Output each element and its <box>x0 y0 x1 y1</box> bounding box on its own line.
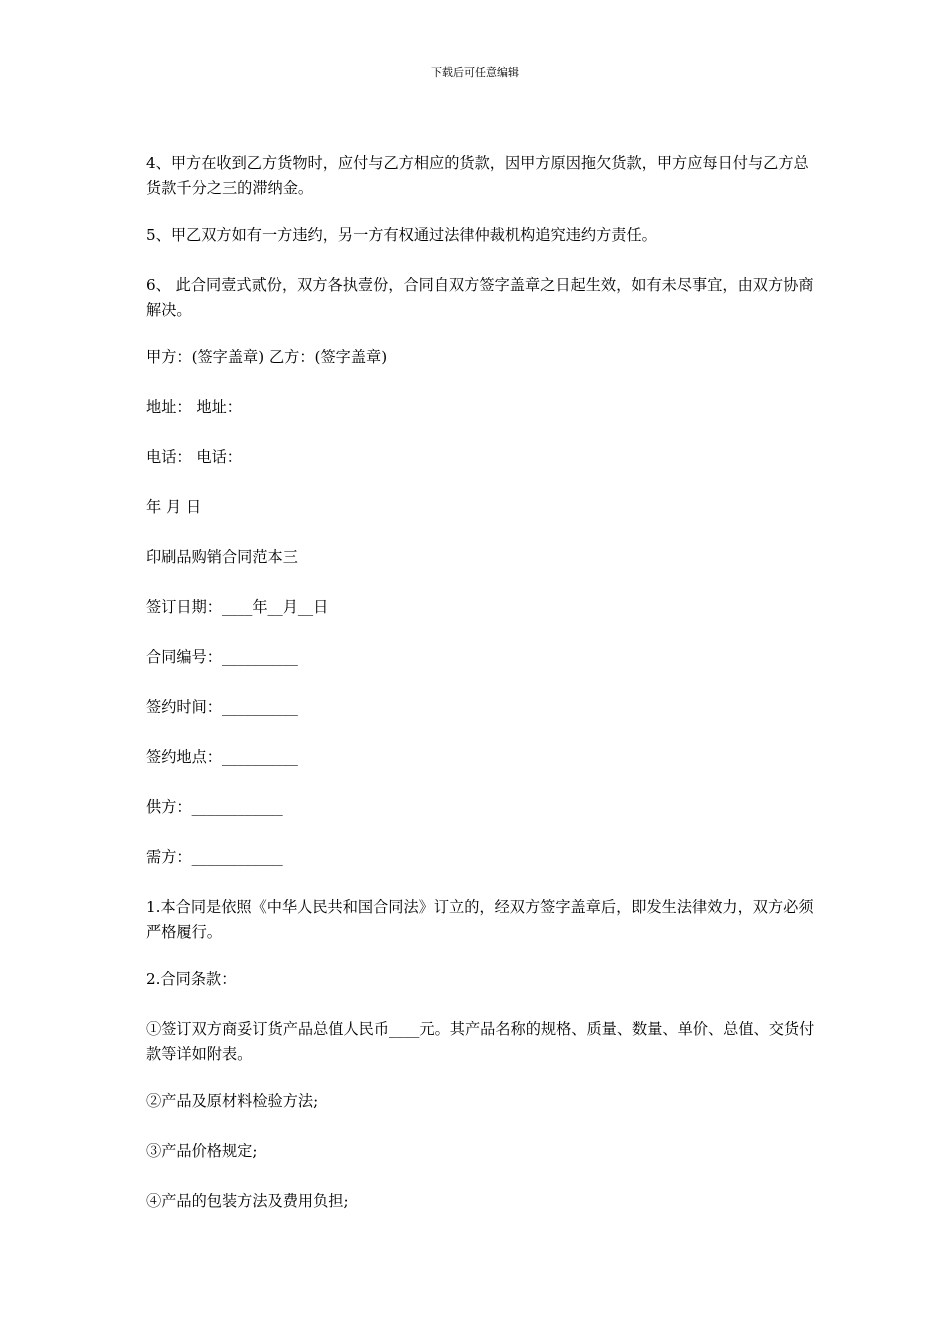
term-1-paragraph: ①签订双方商妥订货产品总值人民币____元。其产品名称的规格、质量、数量、单价、总值、交货付款等详如附表。 <box>146 1020 815 1063</box>
page-header: 下载后可任意编辑 <box>431 66 519 79</box>
document-body <box>146 151 816 1239</box>
sign-date-field: 签订日期：____年__月__日 <box>146 598 329 616</box>
date-line: 年 月 日 <box>146 498 202 516</box>
term-3-paragraph: ③产品价格规定; <box>146 1142 258 1160</box>
term-2-paragraph: ②产品及原材料检验方法; <box>146 1092 319 1110</box>
sign-location-field: 签约地点：__________ <box>146 748 298 766</box>
article-1-paragraph: 1.本合同是依照《中华人民共和国合同法》订立的，经双方签字盖章后，即发生法律效力，双方必须严格履行。 <box>146 898 814 941</box>
term-4-paragraph: ④产品的包装方法及费用负担; <box>146 1192 349 1210</box>
signature-line: 甲方：(签字盖章) 乙方：(签字盖章) <box>146 348 388 366</box>
section-title: 印刷品购销合同范本三 <box>146 548 298 566</box>
supplier-field: 供方：____________ <box>146 798 283 816</box>
clause-4-paragraph: 4、甲方在收到乙方货物时，应付与乙方相应的货款，因甲方原因拖欠货款，甲方应每日付与乙方总货款千分之三的滞纳金。 <box>146 154 809 197</box>
buyer-field: 需方：____________ <box>146 848 283 866</box>
article-2-heading: 2.合同条款： <box>146 970 237 988</box>
clause-6-paragraph: 6、 此合同壹式贰份，双方各执壹份，合同自双方签字盖章之日起生效，如有未尽事宜，由双方协商解决。 <box>146 276 814 319</box>
phone-line: 电话： 电话： <box>146 448 242 466</box>
contract-number-field: 合同编号：__________ <box>146 648 298 666</box>
clause-5-paragraph: 5、甲乙双方如有一方违约，另一方有权通过法律仲裁机构追究违约方责任。 <box>146 226 657 244</box>
address-line: 地址： 地址： <box>146 398 242 416</box>
sign-time-field: 签约时间：__________ <box>146 698 298 716</box>
